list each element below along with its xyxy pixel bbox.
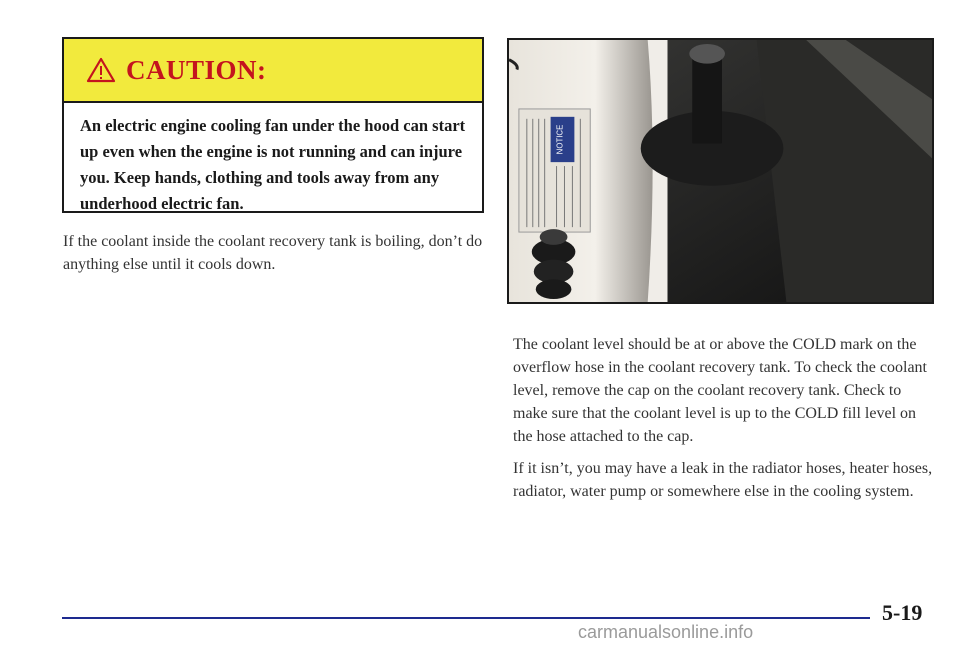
boiling-coolant-paragraph: If the coolant inside the coolant recovery tank is boiling, don’t do anything else until it cools down. [63, 233, 483, 273]
coolant-level-text [513, 333, 938, 512]
caution-text: An electric engine cooling fan under the hood can start up even when the engine is not running and can injure you. Keep hands, clothing and tools away from any underhood electric fan. [80, 116, 466, 213]
coolant-level-paragraph: The coolant level should be at or above the COLD mark on the overflow hose in the coolant recovery tank. To check the coolant level, remove the cap on the coolant recovery tank. Check to make sure that the coolant level is up to the COLD fill level on the hose attached to the cap. [513, 336, 927, 445]
caution-title: CAUTION: [126, 54, 267, 85]
warning-triangle-icon [86, 57, 116, 83]
page-number: 5-19 [882, 600, 923, 625]
coolant-tank-photo [507, 38, 934, 304]
watermark: carmanualsonline.info [578, 622, 754, 642]
leak-paragraph: If it isn’t, you may have a leak in the radiator hoses, heater hoses, radiator, water pump or somewhere else in the cooling system. [513, 460, 933, 500]
footer-rule [62, 617, 870, 619]
notice-label-heading: NOTICE [555, 124, 565, 155]
caution-header [64, 39, 482, 103]
caution-box [62, 37, 484, 213]
